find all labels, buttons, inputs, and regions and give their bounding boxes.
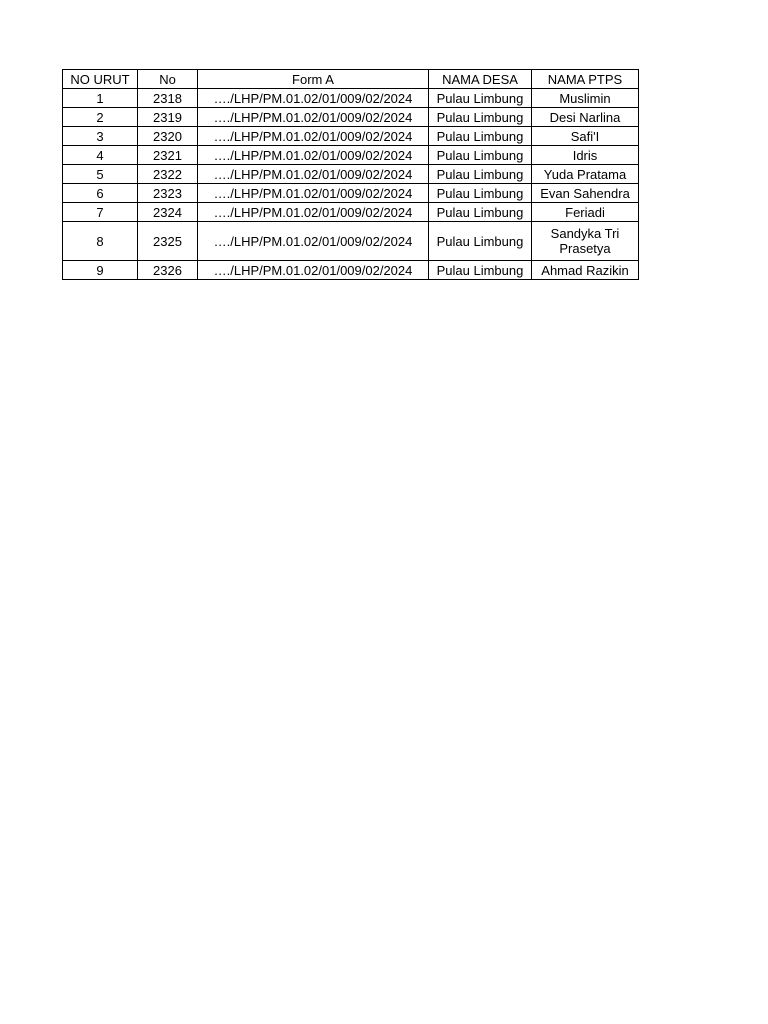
cell-no: 2321 bbox=[138, 146, 198, 165]
table-row bbox=[63, 261, 639, 280]
cell-nama-ptps: Evan Sahendra bbox=[532, 184, 639, 203]
table-row bbox=[63, 127, 639, 146]
header-form-a: Form A bbox=[198, 70, 429, 89]
cell-no-urut: 8 bbox=[63, 222, 138, 261]
table-row bbox=[63, 89, 639, 108]
cell-no-urut: 2 bbox=[63, 108, 138, 127]
cell-form-a: …./LHP/PM.01.02/01/009/02/2024 bbox=[198, 89, 429, 108]
cell-nama-desa: Pulau Limbung bbox=[429, 261, 532, 280]
cell-nama-desa: Pulau Limbung bbox=[429, 184, 532, 203]
cell-nama-desa: Pulau Limbung bbox=[429, 165, 532, 184]
cell-no-urut: 4 bbox=[63, 146, 138, 165]
ptps-table bbox=[62, 69, 639, 280]
cell-form-a: …./LHP/PM.01.02/01/009/02/2024 bbox=[198, 146, 429, 165]
cell-nama-desa: Pulau Limbung bbox=[429, 108, 532, 127]
table-header-row bbox=[63, 70, 639, 89]
table-row bbox=[63, 203, 639, 222]
header-no-urut: NO URUT bbox=[63, 70, 138, 89]
cell-nama-ptps: Idris bbox=[532, 146, 639, 165]
cell-no: 2324 bbox=[138, 203, 198, 222]
cell-form-a: …./LHP/PM.01.02/01/009/02/2024 bbox=[198, 222, 429, 261]
header-nama-ptps: NAMA PTPS bbox=[532, 70, 639, 89]
cell-nama-ptps: Muslimin bbox=[532, 89, 639, 108]
table-row bbox=[63, 222, 639, 261]
cell-no-urut: 3 bbox=[63, 127, 138, 146]
cell-no-urut: 7 bbox=[63, 203, 138, 222]
table-row bbox=[63, 108, 639, 127]
header-nama-desa: NAMA DESA bbox=[429, 70, 532, 89]
cell-nama-ptps: Sandyka Tri Prasetya bbox=[532, 222, 639, 261]
cell-nama-desa: Pulau Limbung bbox=[429, 127, 532, 146]
cell-nama-ptps: Ahmad Razikin bbox=[532, 261, 639, 280]
header-no: No bbox=[138, 70, 198, 89]
cell-nama-ptps: Desi Narlina bbox=[532, 108, 639, 127]
cell-no: 2320 bbox=[138, 127, 198, 146]
cell-form-a: …./LHP/PM.01.02/01/009/02/2024 bbox=[198, 261, 429, 280]
cell-nama-ptps: Feriadi bbox=[532, 203, 639, 222]
cell-no: 2319 bbox=[138, 108, 198, 127]
cell-form-a: …./LHP/PM.01.02/01/009/02/2024 bbox=[198, 184, 429, 203]
cell-nama-ptps: Yuda Pratama bbox=[532, 165, 639, 184]
table-row bbox=[63, 165, 639, 184]
cell-nama-desa: Pulau Limbung bbox=[429, 146, 532, 165]
cell-nama-desa: Pulau Limbung bbox=[429, 89, 532, 108]
cell-nama-desa: Pulau Limbung bbox=[429, 222, 532, 261]
table-row bbox=[63, 184, 639, 203]
cell-no: 2322 bbox=[138, 165, 198, 184]
cell-form-a: …./LHP/PM.01.02/01/009/02/2024 bbox=[198, 165, 429, 184]
cell-no: 2318 bbox=[138, 89, 198, 108]
cell-nama-ptps: Safi'I bbox=[532, 127, 639, 146]
cell-no: 2325 bbox=[138, 222, 198, 261]
cell-form-a: …./LHP/PM.01.02/01/009/02/2024 bbox=[198, 127, 429, 146]
spreadsheet-page bbox=[62, 69, 639, 280]
cell-form-a: …./LHP/PM.01.02/01/009/02/2024 bbox=[198, 108, 429, 127]
cell-no-urut: 1 bbox=[63, 89, 138, 108]
table-row bbox=[63, 146, 639, 165]
cell-no-urut: 6 bbox=[63, 184, 138, 203]
cell-no-urut: 5 bbox=[63, 165, 138, 184]
cell-no: 2323 bbox=[138, 184, 198, 203]
cell-nama-desa: Pulau Limbung bbox=[429, 203, 532, 222]
cell-no-urut: 9 bbox=[63, 261, 138, 280]
cell-no: 2326 bbox=[138, 261, 198, 280]
cell-form-a: …./LHP/PM.01.02/01/009/02/2024 bbox=[198, 203, 429, 222]
